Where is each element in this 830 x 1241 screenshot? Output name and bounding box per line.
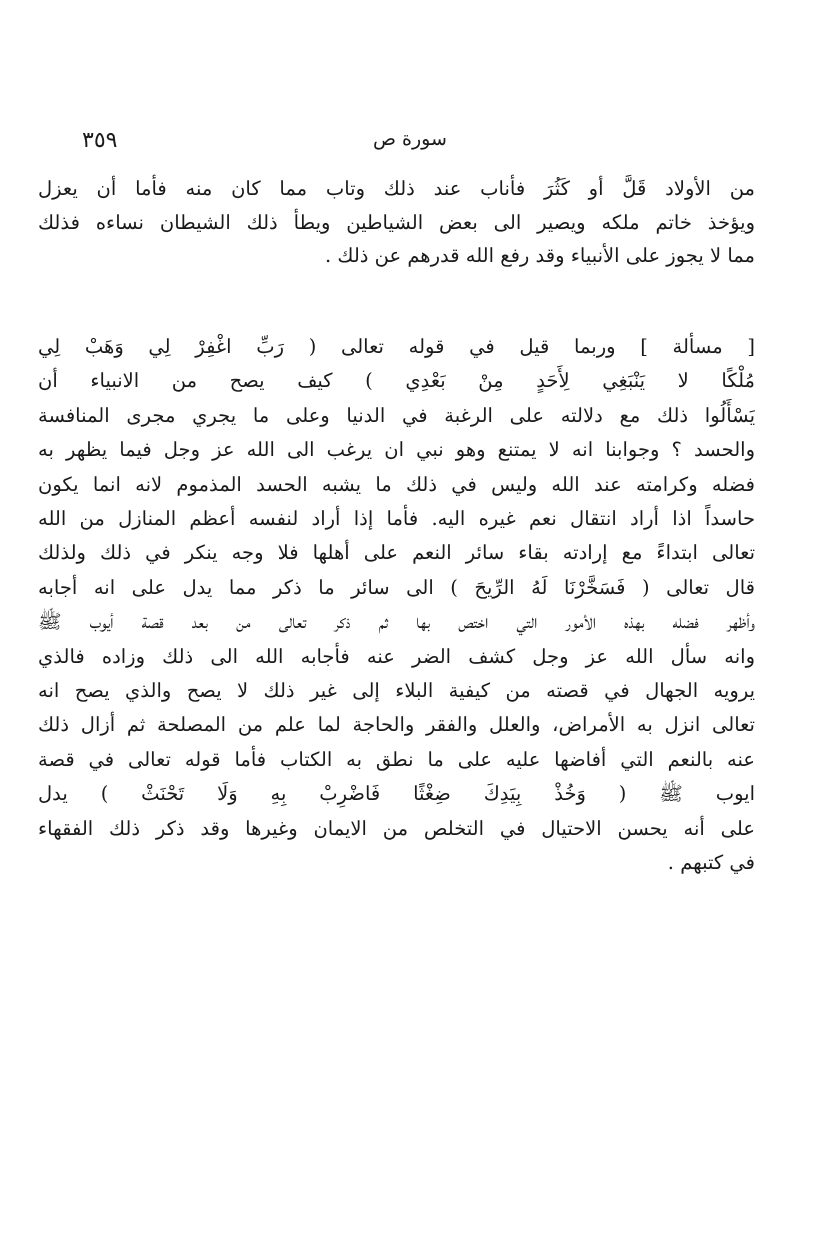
- text-line: فضله وكرامته عند الله وليس في ذلك ما يشبه الحسد المذموم لانه انما يكون: [38, 472, 755, 496]
- text-line: قال تعالى ( فَسَخَّرْنَا لَهُ الرِّيحَ ) الى سائر ما ذكر مما يدل على انه أجابه: [38, 575, 755, 599]
- text-line: مُلْكًا لا يَنْبَغِي لِأَحَدٍ مِنْ بَعْدِي ) كيف يصح من الانبياء أن: [38, 369, 755, 393]
- paragraph-1: [38, 172, 755, 273]
- page-number: ٣٥٩: [82, 128, 118, 153]
- paragraph-2: [38, 330, 755, 881]
- text-line: من الأولاد قَلَّ أو كَثُرَ فأناب عند ذلك وتاب مما كان منه فأما أن يعزل: [38, 177, 755, 200]
- text-line: على أنه يحسن الاحتيال في التخلص من الايمان وغيرها وقد ذكر ذلك الفقهاء: [38, 816, 755, 840]
- text-line: ويؤخذ خاتم ملكه ويصير الى بعض الشياطين ويطأ ذلك الشيطان نساءه فذلك: [38, 210, 755, 234]
- text-line: يرويه الجهال في قصته من كيفية البلاء إلى غير ذلك لا يصح والذي يصح انه: [38, 679, 755, 703]
- text-line: تعالى ابتداءً مع إرادته بقاء سائر النعم على أهلها فلا وجه ينكر في ذلك ولذلك: [38, 541, 755, 565]
- text-line: وأظهر فضله بهذه الأمور التي اختص بها ثم ذكر تعالى من بعد قصة أيوب ﷺ: [38, 610, 755, 634]
- text-line: والحسد ؟ وجوابنا انه لا يمتنع وهو نبي ان يرغب الى الله عز وجل فيما يظهر به: [38, 438, 755, 462]
- text-line: عنه بالنعم التي أفاضها عليه على ما نطق به الكتاب فأما قوله تعالى في قصة: [38, 747, 755, 771]
- text-line: مما لا يجوز على الأنبياء وقد رفع الله قدرهم عن ذلك .: [325, 244, 755, 267]
- page-header: [60, 128, 780, 168]
- text-line: في كتبهم .: [667, 851, 755, 875]
- running-title: سورة ص: [373, 128, 447, 150]
- text-line: وانه سأل الله عز وجل كشف الضر عنه فأجابه الله الى ذلك وزاده فالذي: [38, 644, 755, 668]
- text-line: تعالى انزل به الأمراض، والعلل والفقر والحاجة لما علم من المصلحة ثم أزال ذلك: [38, 713, 755, 737]
- text-line: ايوب ﷺ ( وَخُذْ بِيَدِكَ ضِغْثًا فَاضْرِبْ بِهِ وَلَا تَحْنَثْ ) يدل: [38, 782, 755, 806]
- text-line: [ مسألة ] وربما قيل في قوله تعالى ( رَبِّ اغْفِرْ لِي وَهَبْ لِي: [38, 335, 755, 358]
- text-line: حاسداً اذا أراد انتقال نعم غيره اليه. فأما إذا أراد لنفسه أعظم المنازل من الله: [38, 507, 755, 531]
- text-line: يَسْأَلُوا ذلك مع دلالته على الرغبة في الدنيا وعلى ما يجري مجرى المنافسة: [38, 403, 755, 427]
